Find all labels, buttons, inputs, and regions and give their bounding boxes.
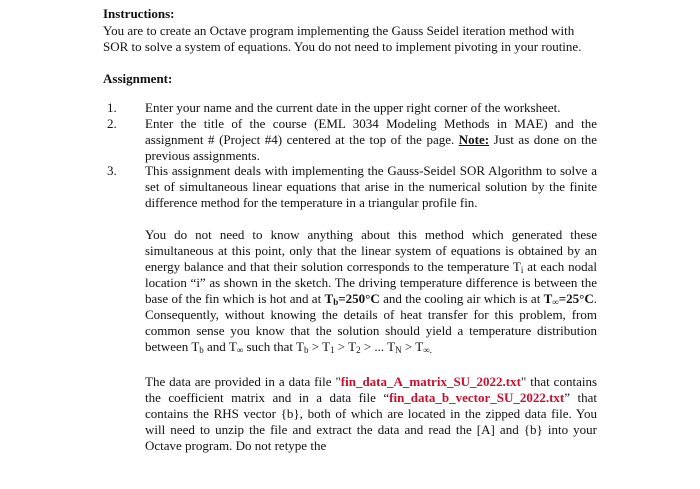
tinf-symbol: T	[543, 291, 553, 306]
tb-symbol: T	[324, 291, 334, 306]
p2-text-9: > ... T	[360, 339, 396, 354]
item-1-text: Enter your name and the current date in the upper right corner of the worksheet.	[145, 100, 561, 115]
p3-text-2: " that contains the coefficient matrix and in a data file “	[145, 374, 598, 405]
item-3-paragraph-3	[145, 374, 597, 454]
p2-text-2: at each nodal location “i” as shown in the sketch. The driving temperature difference is between the base of the fin which is hot and at	[145, 259, 597, 306]
tinf-number: =25°C	[558, 291, 594, 306]
item-3-paragraph-1: This assignment deals with implementing the Gauss-Seidel SOR Algorithm to solve a set of simultaneous linear equations that arise in the numerical solution by the finite difference method for the temperature in a triangular profile fin.	[145, 163, 597, 210]
p2-text-5: and T	[203, 339, 237, 354]
p2-text-4: . Consequently, without knowing the details of heat transfer for this problem, from common sense you know that the solution should yield a temperature distribution between T	[145, 291, 597, 354]
p2-sub-inf: ∞	[236, 345, 244, 355]
p2-sub-b: b	[199, 345, 204, 355]
tinf-sub: ∞	[552, 297, 559, 307]
p2-sub-inf2: ∞.	[423, 345, 432, 355]
p2-sub-i: i	[520, 265, 524, 275]
p2-text-8: > T	[334, 339, 357, 354]
item-3-paragraph-2	[145, 227, 597, 355]
instructions-line-1: You are to create an Octave program implementing the Gauss Seidel iteration method with	[103, 23, 575, 38]
item-2-text	[145, 116, 597, 164]
file-name-b-vector: fin_data_b_vector_SU_2022.txt	[389, 390, 565, 405]
assignment-heading: Assignment:	[103, 71, 173, 86]
item-2-text-b: Just as done on the previous assignments.	[145, 132, 598, 163]
item-3-number: 3.	[107, 163, 117, 178]
instructions-line-2: SOR to solve a system of equations. You do not need to implement pivoting in your routine.	[103, 39, 582, 54]
tb-number: =250°C	[338, 291, 380, 306]
p2-sub-n: N	[395, 345, 402, 355]
note-label: Note:	[458, 132, 490, 147]
item-1-number: 1.	[107, 100, 117, 115]
p3-text-1: The data are provided in a data file "	[145, 374, 341, 389]
tinf-value	[544, 291, 594, 306]
p2-text-3: and the cooling air which is at	[379, 291, 544, 306]
p2-sub-b2: b	[303, 345, 309, 355]
item-2-number: 2.	[107, 116, 117, 131]
p2-sub-2: 2	[356, 345, 361, 355]
file-name-a-matrix: fin_data_A_matrix_SU_2022.txt	[340, 374, 521, 389]
p2-sub-1: 1	[330, 345, 335, 355]
p2-text-1: You do not need to know anything about this method which generated these simultaneous at this point, only that the linear system of equations is obtained by an energy balance and that their solution corresponds to the temperature T	[145, 227, 597, 274]
p2-text-7: > T	[308, 339, 331, 354]
tb-sub: b	[333, 297, 339, 307]
item-2-text-a: Enter the title of the course (EML 3034 Modeling Methods in MAE) and the assignment # (Project #4) centered at the top of the page.	[145, 116, 597, 147]
p3-text-3: ” that contains the RHS vector {b}, both of which are located in the zipped data file. You will need to unzip the file and extract the data and read the [A] and {b} into your Octave program. Do not retype the	[145, 390, 597, 453]
p2-text-10: > T	[401, 339, 424, 354]
tb-value	[325, 291, 380, 306]
instructions-heading: Instructions:	[103, 6, 175, 21]
p2-text-6: such that T	[243, 339, 304, 354]
